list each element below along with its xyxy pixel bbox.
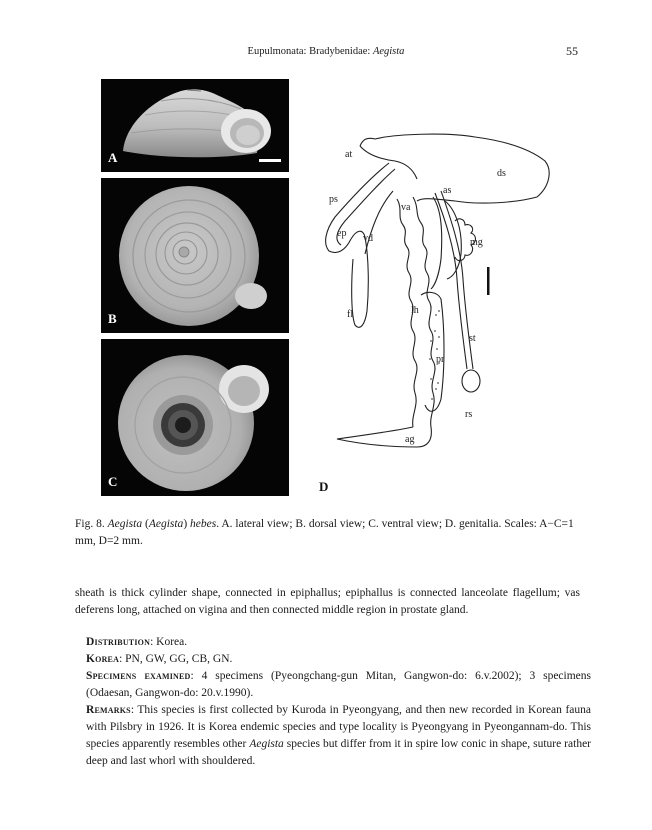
- paragraph-korea: [75, 651, 591, 668]
- distribution-text: : Korea.: [150, 636, 188, 648]
- running-header: [0, 44, 652, 60]
- scale-bar: [259, 159, 281, 162]
- caption-close-paren: ): [183, 518, 191, 530]
- label-as: as: [443, 185, 452, 196]
- paragraph-distribution: [75, 634, 591, 651]
- label-ds: ds: [497, 168, 506, 179]
- label-fl: fl: [347, 309, 354, 320]
- label-mg: mg: [470, 237, 483, 248]
- distribution-label: Distribution: [86, 636, 151, 648]
- remarks-label: Remarks: [86, 704, 131, 716]
- figure-caption: [75, 516, 580, 550]
- remarks-text-1: : This species is first collected by Kuroda in Pyeongyang, and then new recorded in Korean fauna with Pilsbry in 1926. It is Korea endemic species and type locality is Pyeongyang in Pyeongannam-do. This species apparently resembles other: [86, 704, 591, 750]
- label-ag: ag: [405, 434, 415, 445]
- figure-panel-d-genitalia: [305, 79, 590, 499]
- label-st: st: [469, 333, 476, 344]
- caption-text: . A. lateral view; B. dorsal view; C. ventral view; D. genitalia. Scales: A−C=1 mm, D=2 mm.: [75, 518, 574, 547]
- panel-letter-a: A: [108, 150, 118, 165]
- page-number: 55: [566, 44, 578, 58]
- genitalia-line-drawing: [305, 79, 590, 499]
- shell-dorsal-image: [101, 178, 289, 333]
- korea-label: Korea: [86, 653, 120, 665]
- label-at: at: [345, 149, 353, 160]
- scale-bar-d: [487, 267, 490, 295]
- label-vd: vd: [363, 233, 373, 244]
- shell-lateral-image: [101, 79, 289, 172]
- panel-letter-c: C: [108, 474, 118, 489]
- running-title-genus: Aegista: [372, 46, 405, 57]
- panel-letter-b: B: [108, 311, 117, 326]
- caption-open-paren: (: [142, 518, 149, 530]
- label-va: va: [401, 202, 411, 213]
- running-title: [0, 46, 652, 57]
- caption-species: hebes: [190, 518, 217, 530]
- figure-panel-a-lateral-view: [101, 79, 289, 172]
- remarks-text-2: species but differ from it in spire low conic in shape, suture rather deep and last whorl with shouldered.: [86, 738, 591, 767]
- caption-genus: Aegista: [107, 518, 143, 530]
- label-ep: ep: [337, 228, 347, 239]
- korea-text: : PN, GW, GG, CB, GN.: [119, 653, 233, 665]
- figure-panel-b-dorsal-view: [101, 178, 289, 333]
- shell-ventral-image: [101, 339, 289, 496]
- panel-letter-d: D: [319, 479, 329, 494]
- figure-panel-c-ventral-view: [101, 339, 289, 496]
- caption-prefix: Fig. 8.: [75, 518, 108, 530]
- label-rs: rs: [465, 409, 473, 420]
- label-ps: ps: [329, 194, 338, 205]
- label-pr: pr: [436, 354, 445, 365]
- caption-subgenus: Aegista: [148, 518, 184, 530]
- remarks-genus: Aegista: [249, 738, 284, 750]
- running-title-prefix: Eupulmonata: Bradybenidae:: [247, 46, 373, 57]
- paragraph-remarks: [75, 702, 591, 770]
- paragraph-specimens-examined: [75, 668, 591, 702]
- specimens-label: Specimens examined: [86, 670, 191, 682]
- paragraph-sheath-description: sheath is thick cylinder shape, connected in epiphallus; epiphallus is connected lanceolate flagellum; vas deferens long, attached on vigina and then connected middle region in prostate gland.: [75, 587, 580, 616]
- label-lh: lh: [411, 305, 419, 316]
- specimens-text: : 4 specimens (Pyeongchang-gun Mitan, Gangwon-do: 6.v.2002); 3 specimens (Odaesan, Gangwon-do: 20.v.1990).: [86, 670, 592, 699]
